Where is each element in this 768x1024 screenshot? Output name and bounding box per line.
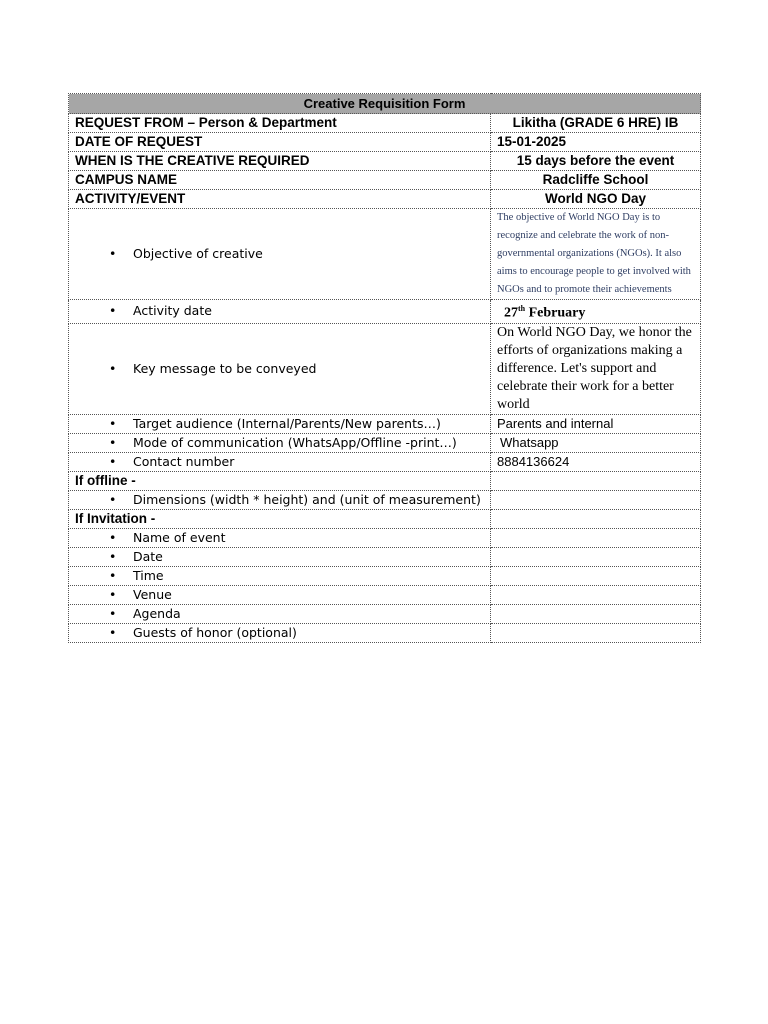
request-from-value: Likitha (GRADE 6 HRE) IB	[491, 114, 701, 133]
activity-month: February	[528, 305, 586, 321]
table-row	[69, 323, 701, 414]
activity-day-suffix: th	[518, 304, 526, 313]
dimensions-label-cell	[69, 490, 491, 509]
activity-event-label: ACTIVITY/EVENT	[69, 190, 491, 209]
bullet-icon: •	[109, 360, 117, 376]
campus-name-label: CAMPUS NAME	[69, 171, 491, 190]
bullet-icon: •	[109, 529, 117, 545]
date-value	[491, 547, 701, 566]
objective-label: Objective of creative	[133, 246, 263, 261]
mode-of-communication-label-cell	[69, 433, 491, 452]
venue-label-cell	[69, 585, 491, 604]
bullet-icon: •	[109, 567, 117, 583]
bullet-icon: •	[109, 491, 117, 507]
table-row	[69, 509, 701, 528]
name-of-event-label-cell	[69, 528, 491, 547]
name-of-event-value	[491, 528, 701, 547]
bullet-icon: •	[109, 453, 117, 469]
creative-required-value: 15 days before the event	[491, 152, 701, 171]
table-row	[69, 585, 701, 604]
venue-value	[491, 585, 701, 604]
time-value	[491, 566, 701, 585]
target-audience-value: Parents and internal	[491, 414, 701, 433]
agenda-value	[491, 604, 701, 623]
table-row	[69, 452, 701, 471]
campus-name-value: Radcliffe School	[491, 171, 701, 190]
form-title: Creative Requisition Form	[69, 94, 701, 114]
objective-label-cell	[69, 209, 491, 300]
creative-requisition-table	[68, 93, 701, 643]
key-message-label: Key message to be conveyed	[133, 360, 317, 376]
bullet-icon: •	[109, 586, 117, 602]
if-invitation-heading: If Invitation -	[69, 509, 491, 528]
bullet-icon: •	[109, 303, 117, 319]
table-row	[69, 566, 701, 585]
table-row	[69, 209, 701, 300]
mode-of-communication-value: Whatsapp	[491, 433, 701, 452]
activity-day: 27	[504, 305, 518, 321]
dimensions-label: Dimensions (width * height) and (unit of measurement)	[133, 491, 481, 507]
table-row	[69, 490, 701, 509]
target-audience-label: Target audience (Internal/Parents/New parents…)	[133, 415, 441, 431]
venue-label: Venue	[133, 586, 172, 602]
table-row	[69, 133, 701, 152]
bullet-icon: •	[109, 605, 117, 621]
bullet-icon: •	[109, 246, 117, 261]
key-message-value: On World NGO Day, we honor the efforts of organizations making a difference. Let's support and celebrate their work for a better world	[491, 323, 701, 414]
date-of-request-label: DATE OF REQUEST	[69, 133, 491, 152]
contact-number-label-cell	[69, 452, 491, 471]
date-label: Date	[133, 548, 163, 564]
target-audience-label-cell	[69, 414, 491, 433]
time-label: Time	[133, 567, 164, 583]
table-row	[69, 300, 701, 324]
table-row	[69, 171, 701, 190]
mode-of-communication-label: Mode of communication (WhatsApp/Offline -print…)	[133, 434, 457, 450]
table-row	[69, 623, 701, 642]
agenda-label: Agenda	[133, 605, 181, 621]
activity-date-label-cell	[69, 300, 491, 324]
name-of-event-label: Name of event	[133, 529, 226, 545]
table-row	[69, 190, 701, 209]
agenda-label-cell	[69, 604, 491, 623]
table-row	[69, 152, 701, 171]
date-label-cell	[69, 547, 491, 566]
if-offline-heading: If offline -	[69, 471, 491, 490]
contact-number-label: Contact number	[133, 453, 235, 469]
if-offline-value	[491, 471, 701, 490]
table-row	[69, 471, 701, 490]
if-invitation-value	[491, 509, 701, 528]
creative-required-label: WHEN IS THE CREATIVE REQUIRED	[69, 152, 491, 171]
table-row	[69, 528, 701, 547]
table-row	[69, 114, 701, 133]
bullet-icon: •	[109, 415, 117, 431]
guests-of-honor-value	[491, 623, 701, 642]
document-page	[68, 93, 700, 643]
bullet-icon: •	[109, 548, 117, 564]
key-message-label-cell	[69, 323, 491, 414]
activity-date-label: Activity date	[133, 303, 212, 319]
activity-event-value: World NGO Day	[491, 190, 701, 209]
table-row	[69, 604, 701, 623]
table-row	[69, 414, 701, 433]
time-label-cell	[69, 566, 491, 585]
objective-value: The objective of World NGO Day is to recognize and celebrate the work of non-governmental organizations (NGOs). It also aims to encourage people to get involved with NGOs and to promote their achievements	[491, 209, 701, 300]
date-of-request-value: 15-01-2025	[491, 133, 701, 152]
bullet-icon: •	[109, 624, 117, 640]
guests-of-honor-label-cell	[69, 623, 491, 642]
table-row	[69, 547, 701, 566]
table-row	[69, 433, 701, 452]
bullet-icon: •	[109, 434, 117, 450]
dimensions-value	[491, 490, 701, 509]
activity-date-value	[491, 300, 701, 324]
request-from-label: REQUEST FROM – Person & Department	[69, 114, 491, 133]
contact-number-value: 8884136624	[491, 452, 701, 471]
guests-of-honor-label: Guests of honor (optional)	[133, 624, 297, 640]
